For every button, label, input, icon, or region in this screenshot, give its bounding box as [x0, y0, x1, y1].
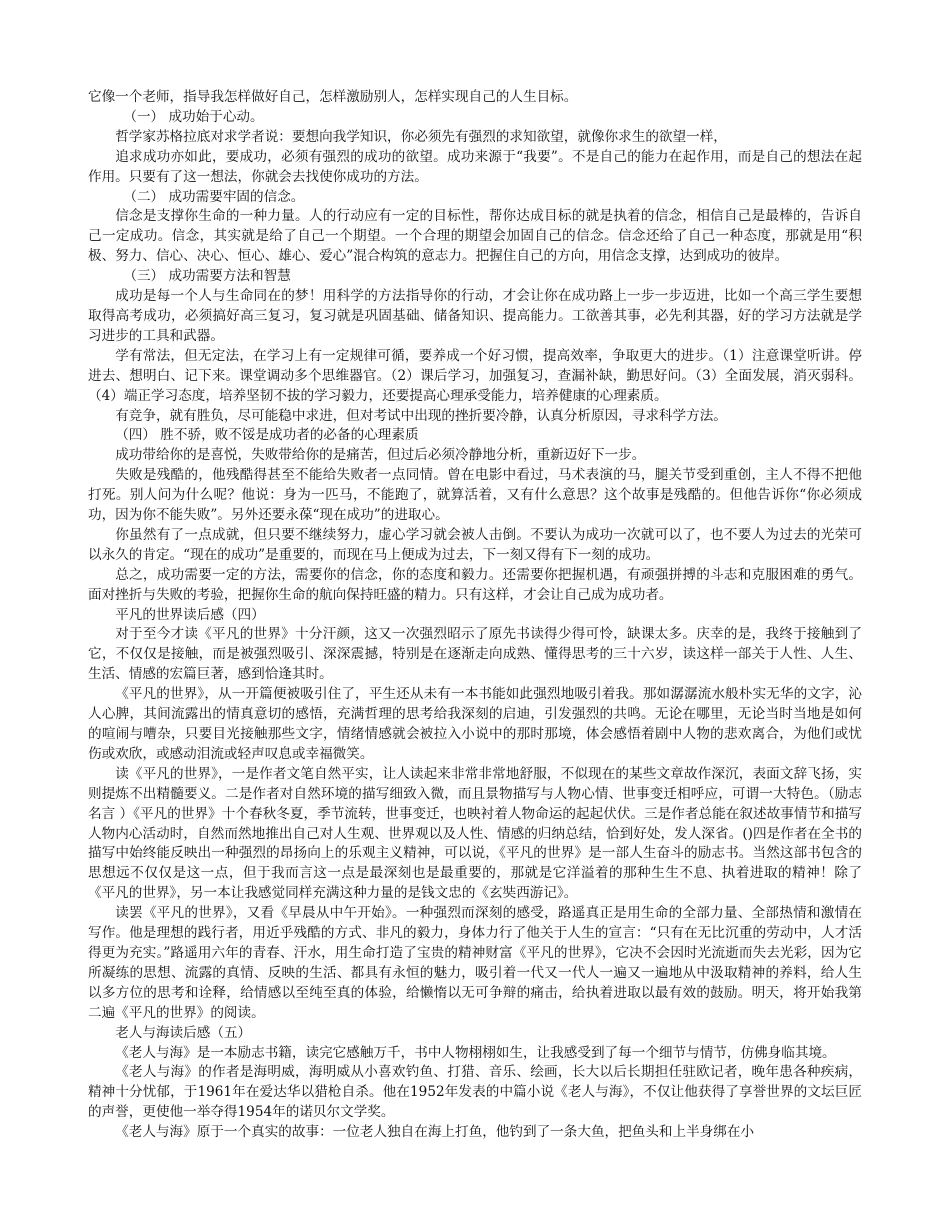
- paragraph-22: 《老人与海》是一本励志书籍，读完它感触万千，书中人物栩栩如生，让我感受到了每一个细节与情节，仿佛身临其境。: [115, 1044, 836, 1061]
- section-heading-3: （三） 成功需要方法和智慧: [123, 268, 291, 285]
- paragraph-23: 《老人与海》的作者是海明威，海明威从小喜欢钓鱼、打猎、音乐、绘画，长大以后长期担任驻欧记者，晚年患各种疾病，精神十分忧郁，于1961年在爱达华以猎枪自杀。他在1952年发表的中篇小说《老人与海》，不仅让他获得了享誉世界的文坛巨匠的声誉，更使他一举夺得1954年的诺贝尔文学奖。: [88, 1064, 862, 1121]
- section-heading-2: （二） 成功需要牢固的信念。: [123, 188, 305, 205]
- paragraph-20: 读罢《平凡的世界》，又看《早晨从中午开始》。一种强烈而深刻的感受，路遥真正是用生命的全部力量、全部热情和激情在写作。他是理想的践行者，用近乎残酷的方式、非凡的毅力，身体力行了他关于人生的宣言：“只有在无比沉重的劳动中，人才活得更为充实。”路遥用六年的青春、汗水，用生命打造了宝贵的精神财富《平凡的世界》，它决不会因时光流逝而失去光彩，因为它所凝练的思想、流露的真情、反映的生活、都具有永恒的魅力，吸引着一代又一代人一遍又一遍地从中汲取精神的养料，给人生以多方位的思考和诠释，给情感以至纯至真的体验，给懒惰以无可争辩的痛击，给执着进取以最有效的鼓励。明天，将开始我第二遍《平凡的世界》的阅读。: [88, 905, 862, 1021]
- paragraph-24: 《老人与海》原于一个真实的故事：一位老人独自在海上打鱼，他钓到了一条大鱼，把鱼头和上半身绑在小: [115, 1124, 755, 1141]
- paragraph-18: 《平凡的世界》，从一开篇便被吸引住了，平生还从未有一本书能如此强烈地吸引着我。那如潺潺流水般朴实无华的文字，沁人心脾，其间流露出的情真意切的感悟，充满哲理的思考给我深刻的启迪，引发强烈的共鸣。无论在哪里，无论当时当地是如何的喧闹与嘈杂，只要目光接触那些文字，情绪情感就会被拉入小说中的那时那境，体会感悟着剧中人物的悲欢离合，为他们或忧伤或欢欣，或感动泪流或轻声叹息或幸福微笑。: [88, 686, 862, 762]
- paragraph-12: 成功带给你的是喜悦，失败带给你的是痛苦，但过后必须冷静地分析，重新迈好下一步。: [115, 447, 646, 464]
- paragraph-3: 哲学家苏格拉底对求学者说：要想向我学知识，你必须先有强烈的求知欲望，就像你求生的欲望一样，: [115, 128, 727, 145]
- section-heading-4: （四） 胜不骄，败不馁是成功者的必备的心理素质: [115, 427, 419, 444]
- paragraph-1: 它像一个老师，指导我怎样做好自己，怎样激励别人，怎样实现自己的人生目标。: [88, 89, 578, 105]
- paragraph-19: 读《平凡的世界》，一是作者文笔自然平实，让人读起来非常非常地舒服，不似现在的某些文章故作深沉，表面文辞飞扬，实则提炼不出精髓要义。二是作者对自然环境的描写细致入微，而且景物描写与人物心情、世事变迁相呼应，可谓一大特色。（励志名言 ）《平凡的世界》十个春秋冬夏，季节流转，世事变迁，也映衬着人物命运的起起伏伏。三是作者总能在叙述故事情节和描写人物内心活动时，自然而然地推出自己对人生观、世界观以及人性、情感的归纳总结，恰到好处，发人深省。()四是作者在全书的描写中始终能反映出一种强烈的昂扬向上的乐观主义精神，可以说，《平凡的世界》是一部人生奋斗的励志书。当然这部书包含的思想远不仅仅是这一点，但于我而言这一点是最深刻也是最重要的，那就是它洋溢着的那种生生不息、执着进取的精神！除了《平凡的世界》，另一本让我感觉同样充满这种力量的是钱文忠的《玄奘西游记》。: [88, 765, 862, 902]
- paragraph-4: 追求成功亦如此，要成功，必须有强烈的成功的欲望。成功来源于“我要”。不是自己的能力在起作用，而是自己的想法在起作用。只要有了这一想法，你就会去找使你成功的方法。: [88, 148, 862, 185]
- section-heading-1: （一） 成功始于心动。: [123, 108, 264, 125]
- paragraph-10: 有竞争，就有胜负，尽可能稳中求进，但对考试中出现的挫折要冷静，认真分析原因，寻求科学方法。: [115, 407, 727, 424]
- paragraph-9: 学有常法，但无定法，在学习上有一定规律可循，要养成一个好习惯，提高效率，争取更大的进步。（1）注意课堂听讲。停进去、想明白、记下来。课堂调动多个思维器官。（2）课后学习，加强复习，查漏补缺，勤思好问。（3）全面发展，消灭弱科。（4）端正学习态度，培养坚韧不拔的学习毅力，还要提高心理承受能力，培养健康的心理素质。: [88, 347, 862, 404]
- article-title-4: 平凡的世界读后感（四）: [115, 606, 265, 623]
- paragraph-15: 总之，成功需要一定的方法，需要你的信念，你的态度和毅力。还需要你把握机遇，有顽强拼搏的斗志和克服困难的勇气。面对挫折与失败的考验，把握你生命的航向保持旺盛的精力。只有这样，才会让自己成为成功者。: [88, 566, 862, 603]
- paragraph-17: 对于至今才读《平凡的世界》十分汗颜，这又一次强烈昭示了原先书读得少得可怜，缺课太多。庆幸的是，我终于接触到了它，不仅仅是接触，而是被强烈吸引、深深震撼，特别是在逐渐走向成熟、懂得思考的三十六岁，读这样一部关于人性、人生、生活、情感的宏篇巨著，感到恰逢其时。: [88, 626, 862, 683]
- paragraph-8: 成功是每一个人与生命同在的梦！用科学的方法指导你的行动，才会让你在成功路上一步一步迈进，比如一个高三学生要想取得高考成功，必须搞好高三复习，复习就是巩固基础、储备知识、提高能力。工欲善其事，必先利其器，好的学习方法就是学习进步的工具和武器。: [88, 288, 862, 344]
- paragraph-6: 信念是支撑你生命的一种力量。人的行动应有一定的目标性，帮你达成目标的就是执着的信念，相信自己是最棒的，告诉自己一定成功。信念，其实就是给了自己一个期望。一个合理的期望会加固自己的信念。信念还给了自己一种态度，那就是用“积极、努力、信心、决心、恒心、雄心、爱心”混合构筑的意志力。把握住自己的方向，用信念支撑，达到成功的彼岸。: [88, 208, 862, 265]
- paragraph-14: 你虽然有了一点成就，但只要不继续努力，虚心学习就会被人击倒。不要认为成功一次就可以了，也不要人为过去的光荣可以永久的肯定。“现在的成功”是重要的，而现在马上便成为过去，下一刻又得有下一刻的成功。: [88, 526, 862, 563]
- article-title-5: 老人与海读后感（五）: [115, 1024, 252, 1041]
- paragraph-13: 失败是残酷的，他残酷得甚至不能给失败者一点同情。曾在电影中看过，马术表演的马，腿关节受到重创，主人不得不把他打死。别人问为什么呢？他说：身为一匹马，不能跑了，就算活着，又有什么意思？这个故事是残酷的。但他告诉你“你必须成功，因为你不能失败”。另外还要永葆“现在成功”的进取心。: [88, 467, 862, 524]
